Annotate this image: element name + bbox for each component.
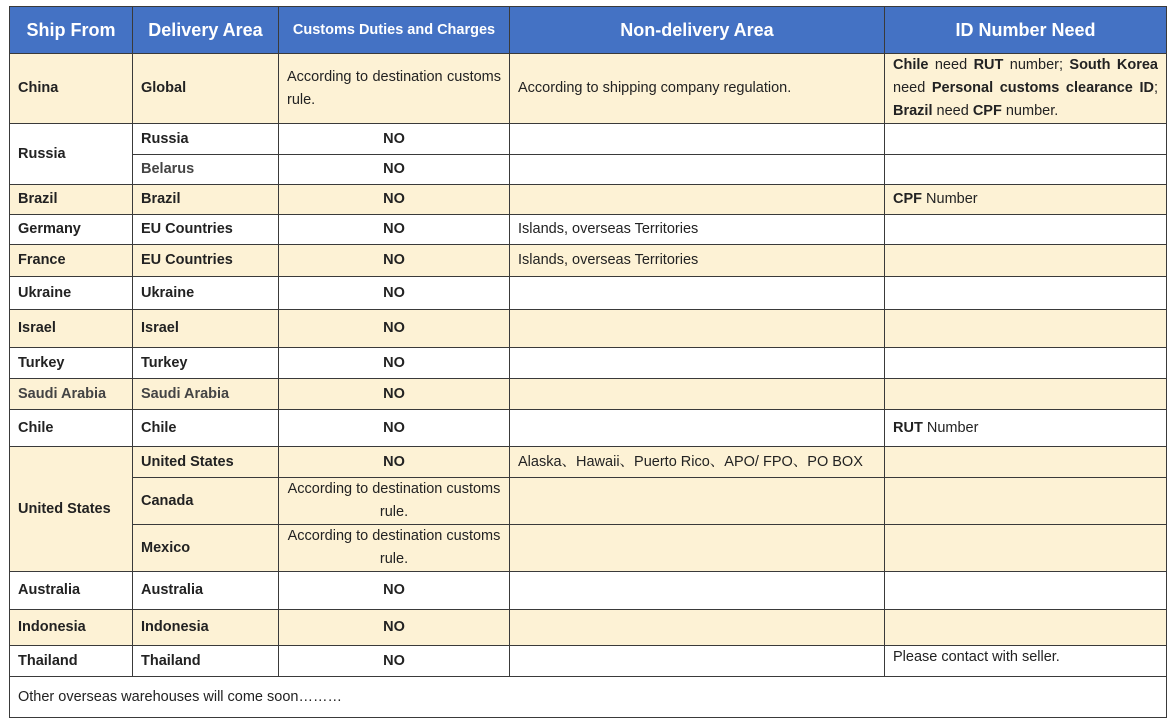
- customs-cell: According to destination customs rule.: [279, 54, 510, 124]
- customs-cell: NO: [279, 245, 510, 277]
- id-number-cell: [885, 348, 1167, 379]
- ship-from-cell: Ukraine: [10, 277, 133, 310]
- ship-from-cell: Thailand: [10, 646, 133, 677]
- delivery-area-cell: Canada: [133, 478, 279, 525]
- non-delivery-cell: [510, 277, 885, 310]
- ship-from-cell: United States: [10, 447, 133, 572]
- table-row-israel: [10, 310, 1167, 348]
- id-number-cell: [885, 310, 1167, 348]
- id-number-cell: [885, 124, 1167, 155]
- delivery-area-cell: Ukraine: [133, 277, 279, 310]
- id-number-cell: [885, 245, 1167, 277]
- delivery-area-cell: EU Countries: [133, 215, 279, 245]
- footer-note: Other overseas warehouses will come soon………: [10, 677, 1167, 718]
- customs-cell: NO: [279, 646, 510, 677]
- table-row-saudi-arabia: [10, 379, 1167, 410]
- non-delivery-cell: [510, 379, 885, 410]
- delivery-area-cell: Chile: [133, 410, 279, 447]
- customs-cell: NO: [279, 348, 510, 379]
- customs-cell: NO: [279, 277, 510, 310]
- ship-from-cell: Turkey: [10, 348, 133, 379]
- id-text-part: need: [928, 57, 974, 73]
- delivery-area-cell: Mexico: [133, 525, 279, 572]
- id-number-cell: [885, 155, 1167, 185]
- header-row: [10, 7, 1167, 54]
- ship-from-cell: Germany: [10, 215, 133, 245]
- customs-cell: NO: [279, 447, 510, 478]
- table-row-indonesia: [10, 610, 1167, 646]
- delivery-area-cell: Belarus: [133, 155, 279, 185]
- customs-cell: NO: [279, 124, 510, 155]
- customs-cell: According to destination customs rule.: [279, 478, 510, 525]
- id-number-cell: [885, 215, 1167, 245]
- customs-cell: NO: [279, 185, 510, 215]
- delivery-area-cell: Indonesia: [133, 610, 279, 646]
- delivery-area-cell: Brazil: [133, 185, 279, 215]
- customs-cell: According to destination customs rule.: [279, 525, 510, 572]
- id-text-part: CPF: [972, 103, 1002, 119]
- id-text-part: number.: [1001, 103, 1059, 119]
- id-text-part: RUT: [893, 419, 923, 436]
- table-row-france: [10, 245, 1167, 277]
- non-delivery-cell: Alaska、Hawaii、Puerto Rico、APO/ FPO、PO BOX: [510, 447, 885, 478]
- id-text-part: Number: [922, 419, 979, 436]
- id-text-part: Number: [922, 191, 978, 207]
- non-delivery-cell: Islands, overseas Territories: [510, 215, 885, 245]
- delivery-area-cell: Thailand: [133, 646, 279, 677]
- customs-cell: NO: [279, 410, 510, 447]
- non-delivery-cell: [510, 525, 885, 572]
- delivery-area-cell: Saudi Arabia: [133, 379, 279, 410]
- table-row-mexico: [10, 525, 1167, 572]
- delivery-area-cell: United States: [133, 447, 279, 478]
- delivery-area-cell: Israel: [133, 310, 279, 348]
- table-row-belarus: [10, 155, 1167, 185]
- ship-from-cell: China: [10, 54, 133, 124]
- non-delivery-cell: [510, 646, 885, 677]
- id-text-part: Chile: [893, 57, 929, 73]
- table-row-australia: [10, 572, 1167, 610]
- header-delivery-area: Delivery Area: [133, 7, 279, 54]
- header-non-delivery-area: Non-delivery Area: [510, 7, 885, 54]
- table-row-united-states: [10, 447, 1167, 478]
- id-text-part: Personal customs clearance ID: [931, 80, 1154, 96]
- table-row-canada: [10, 478, 1167, 525]
- id-number-cell: Please contact with seller.: [885, 646, 1167, 677]
- id-text-part: Brazil: [893, 103, 933, 119]
- id-text-part: ;: [1153, 80, 1158, 96]
- non-delivery-cell: [510, 610, 885, 646]
- id-number-cell: [885, 525, 1167, 572]
- delivery-area-cell: EU Countries: [133, 245, 279, 277]
- delivery-area-cell: Australia: [133, 572, 279, 610]
- id-number-cell: [885, 185, 1167, 215]
- customs-cell: NO: [279, 572, 510, 610]
- customs-cell: NO: [279, 610, 510, 646]
- header-customs-duties: Customs Duties and Charges: [279, 7, 510, 54]
- customs-cell: NO: [279, 155, 510, 185]
- non-delivery-cell: [510, 155, 885, 185]
- id-number-cell: [885, 54, 1167, 124]
- non-delivery-cell: [510, 410, 885, 447]
- id-text-part: CPF: [893, 191, 922, 207]
- delivery-area-cell: Turkey: [133, 348, 279, 379]
- table-row-brazil: [10, 185, 1167, 215]
- customs-cell: NO: [279, 310, 510, 348]
- id-number-cell: [885, 572, 1167, 610]
- shipping-info-table: [9, 6, 1167, 718]
- non-delivery-cell: According to shipping company regulation.: [510, 54, 885, 124]
- id-number-cell: [885, 478, 1167, 525]
- table-row-turkey: [10, 348, 1167, 379]
- non-delivery-cell: Islands, overseas Territories: [510, 245, 885, 277]
- delivery-area-cell: Russia: [133, 124, 279, 155]
- id-text-part: RUT: [973, 57, 1004, 73]
- ship-from-cell: Indonesia: [10, 610, 133, 646]
- id-text-part: need: [932, 103, 973, 119]
- table-row-russia: [10, 124, 1167, 155]
- id-number-cell: [885, 277, 1167, 310]
- id-number-cell: [885, 447, 1167, 478]
- ship-from-cell: Australia: [10, 572, 133, 610]
- ship-from-cell: Israel: [10, 310, 133, 348]
- non-delivery-cell: [510, 348, 885, 379]
- non-delivery-cell: [510, 572, 885, 610]
- non-delivery-cell: [510, 185, 885, 215]
- customs-cell: NO: [279, 215, 510, 245]
- id-number-cell: [885, 379, 1167, 410]
- id-number-cell: [885, 410, 1167, 447]
- customs-cell: NO: [279, 379, 510, 410]
- id-text-part: number;: [1003, 57, 1070, 73]
- non-delivery-cell: [510, 124, 885, 155]
- non-delivery-cell: [510, 478, 885, 525]
- footer-row: [10, 677, 1167, 718]
- id-number-cell: [885, 610, 1167, 646]
- header-id-number-need: ID Number Need: [885, 7, 1167, 54]
- delivery-area-cell: Global: [133, 54, 279, 124]
- ship-from-cell: Chile: [10, 410, 133, 447]
- table-row-ukraine: [10, 277, 1167, 310]
- id-text-part: South Korea: [1069, 57, 1158, 73]
- table-row-china: [10, 54, 1167, 124]
- ship-from-cell: Saudi Arabia: [10, 379, 133, 410]
- table-row-chile: [10, 410, 1167, 447]
- table-row-germany: [10, 215, 1167, 245]
- non-delivery-cell: [510, 310, 885, 348]
- id-text-part: need: [893, 80, 932, 96]
- header-ship-from: Ship From: [10, 7, 133, 54]
- ship-from-cell: France: [10, 245, 133, 277]
- ship-from-cell: Russia: [10, 124, 133, 185]
- table-row-thailand: [10, 646, 1167, 677]
- shipping-table-container: [9, 6, 1166, 718]
- ship-from-cell: Brazil: [10, 185, 133, 215]
